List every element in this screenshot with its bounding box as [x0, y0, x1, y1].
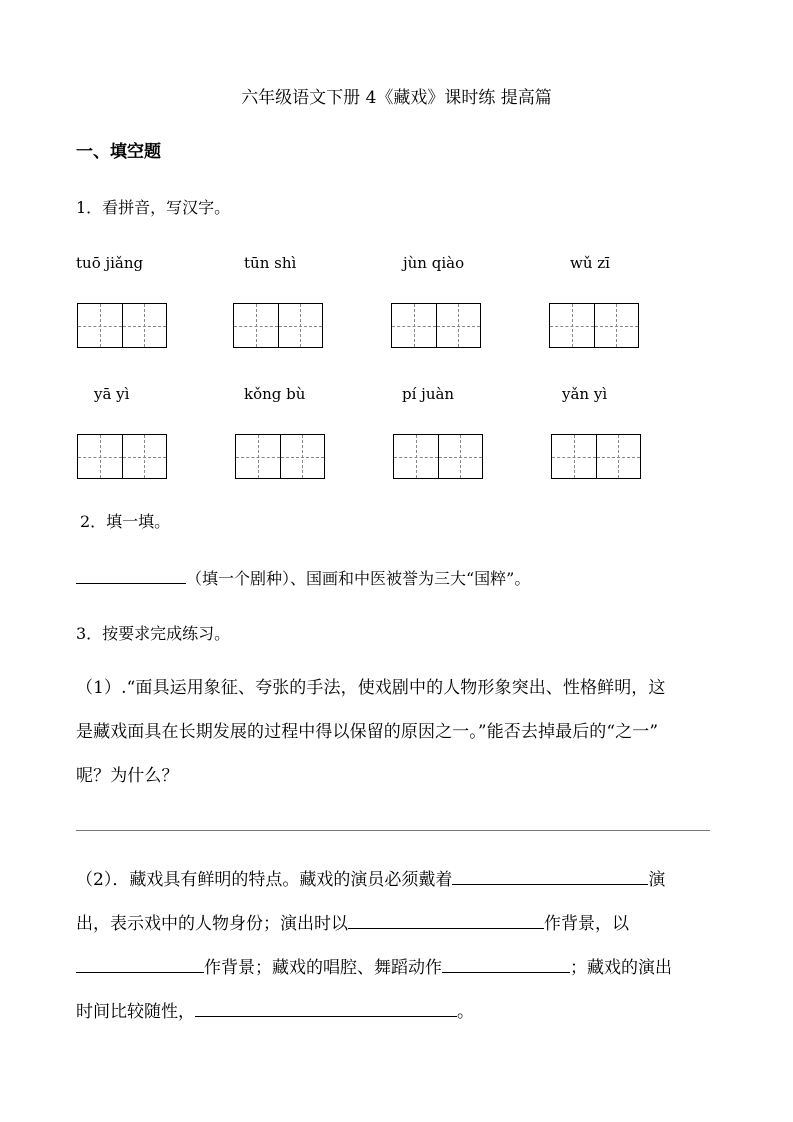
paragraph-line: 呢？为什么？: [76, 766, 179, 786]
paragraph-line: [76, 902, 672, 946]
answer-blank[interactable]: [442, 954, 570, 973]
writing-grid[interactable]: [77, 434, 167, 479]
question-3-1-text: [76, 666, 666, 798]
paragraph-line: [76, 858, 672, 902]
paragraph-line: （1）.“面具运用象征、夸张的手法，使戏剧中的人物形象突出、性格鲜明，这: [76, 678, 666, 698]
answer-blank[interactable]: [76, 565, 186, 584]
writing-grid[interactable]: [393, 434, 483, 479]
paragraph-line: [76, 946, 672, 990]
question-1-label: 1．看拼音，写汉字。: [76, 198, 231, 217]
paragraph-text: 出，表示戏中的人物身份；演出时以: [76, 914, 348, 934]
writing-grid[interactable]: [235, 434, 325, 479]
paragraph-text: ；藏戏的演出: [570, 958, 672, 978]
pinyin-label: yǎn yì: [562, 385, 608, 403]
pinyin-label: pí juàn: [402, 385, 455, 403]
pinyin-label: tuō jiǎng: [76, 254, 144, 272]
question-2-label: 2．填一填。: [80, 512, 171, 531]
writing-grid[interactable]: [391, 303, 481, 348]
paragraph-line: [76, 990, 672, 1034]
section-heading-fill-blanks: 一、填空题: [76, 142, 161, 162]
question-2-text: （填一个剧种）、国画和中医被誉为三大“国粹”。: [186, 569, 531, 588]
writing-grid[interactable]: [549, 303, 639, 348]
pinyin-label: jùn qiào: [403, 254, 465, 272]
pinyin-label: tūn shì: [244, 254, 297, 272]
pinyin-label: yā yì: [94, 385, 130, 403]
page-title: 六年级语文下册 4《藏戏》课时练 提高篇: [241, 88, 552, 108]
writing-grid[interactable]: [77, 303, 167, 348]
paragraph-text: 时间比较随性，: [76, 1002, 195, 1022]
paragraph-text: 作背景；藏戏的唱腔、舞蹈动作: [204, 958, 442, 978]
pinyin-label: kǒng bù: [244, 385, 306, 403]
answer-blank[interactable]: [348, 910, 544, 929]
writing-grid[interactable]: [233, 303, 323, 348]
question-3-label: 3．按要求完成练习。: [76, 624, 231, 643]
paragraph-text: （2）．藏戏具有鲜明的特点。藏戏的演员必须戴着: [76, 870, 453, 890]
answer-blank[interactable]: [452, 866, 648, 885]
pinyin-label: wǔ zī: [570, 254, 610, 272]
answer-blank[interactable]: [76, 954, 204, 973]
answer-line[interactable]: [76, 830, 710, 831]
paragraph-line: 是藏戏面具在长期发展的过程中得以保留的原因之一。”能否去掉最后的“之一”: [76, 722, 659, 742]
answer-blank[interactable]: [195, 998, 457, 1017]
question-2-line: [76, 565, 530, 591]
paragraph-text: 作背景，以: [544, 914, 629, 934]
paragraph-text: 演: [648, 870, 666, 890]
paragraph-text: 。: [457, 1002, 474, 1022]
question-3-2-text: [76, 858, 672, 1034]
writing-grid[interactable]: [551, 434, 641, 479]
